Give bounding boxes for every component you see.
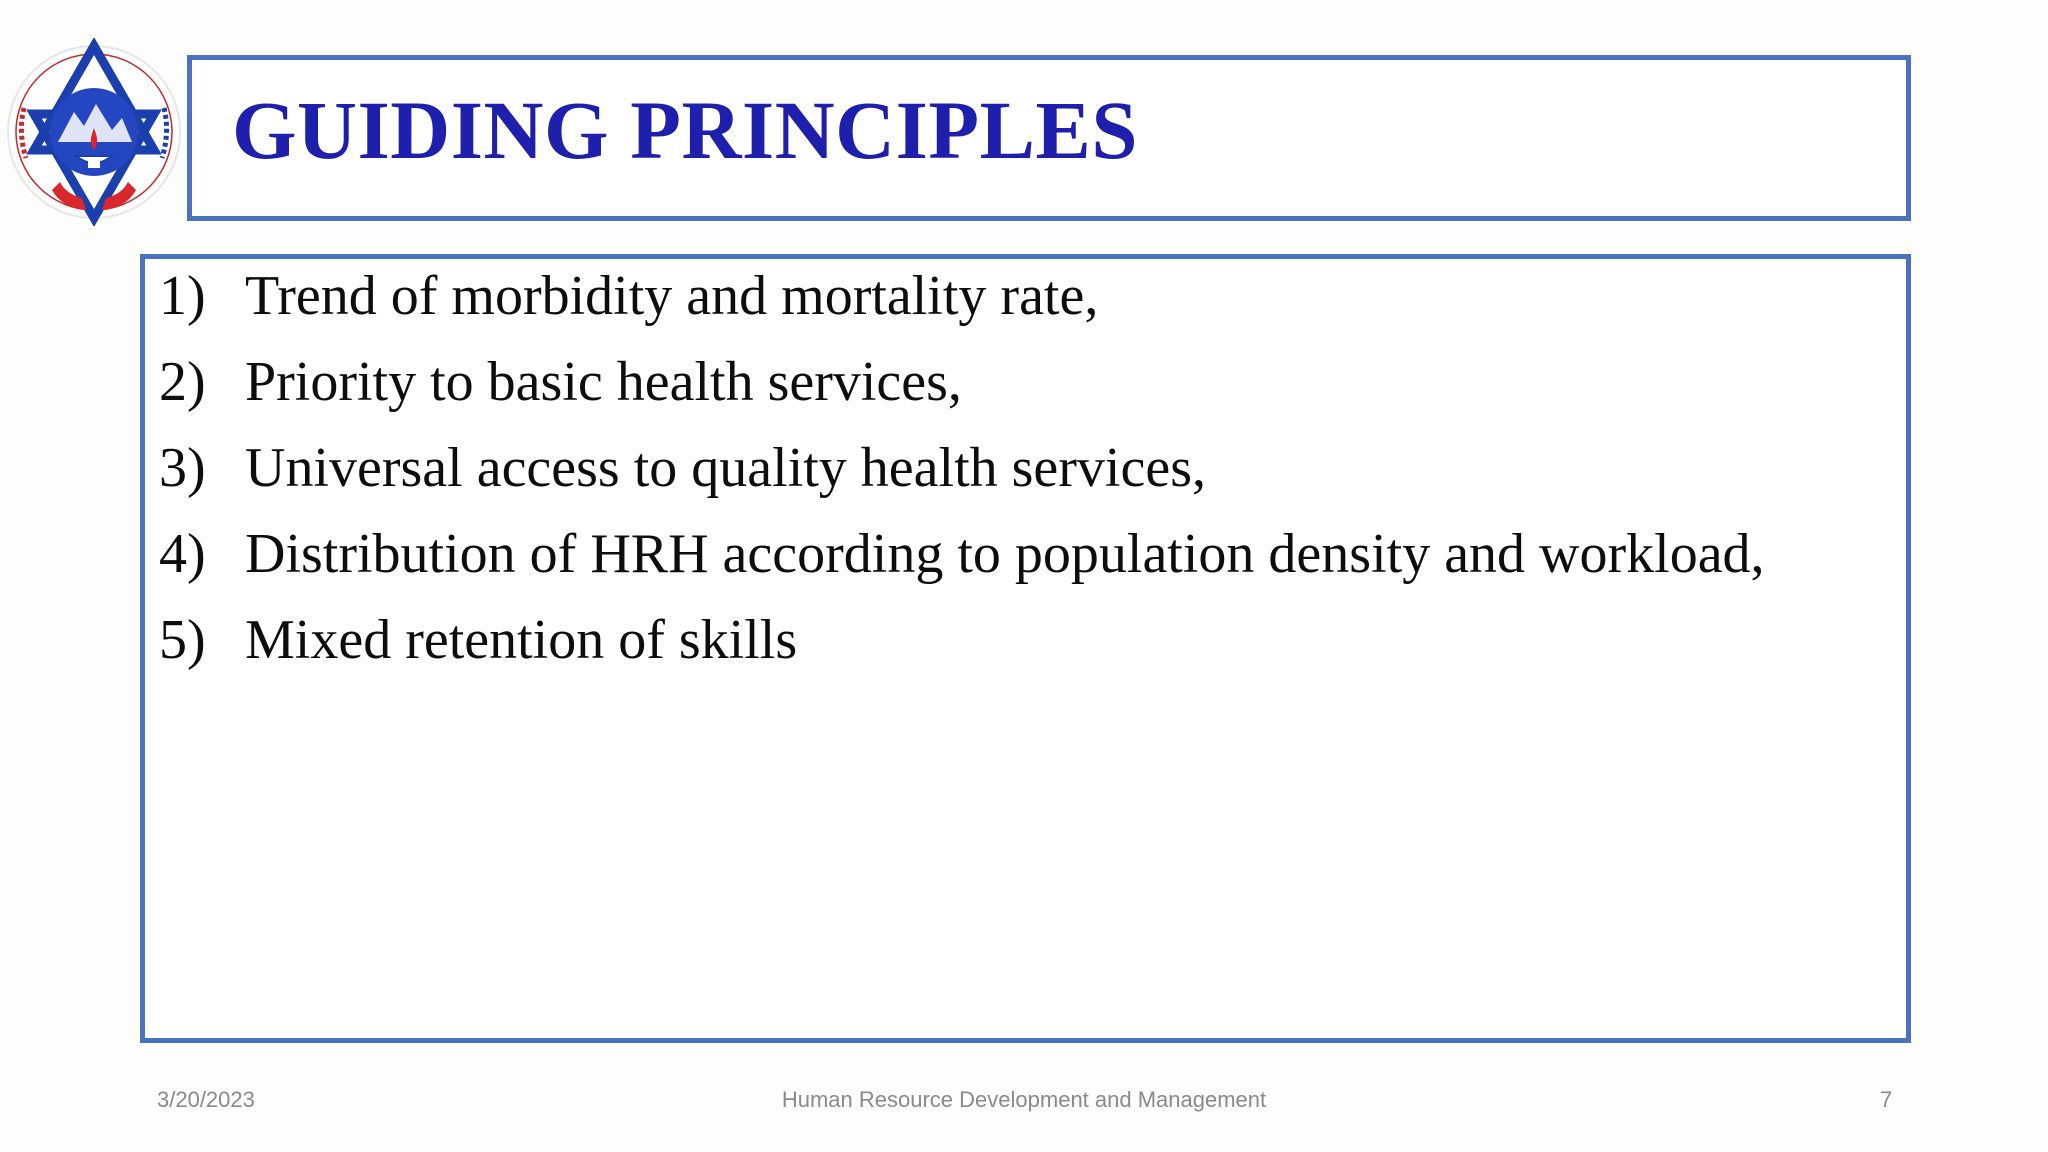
slide-title: GUIDING PRINCIPLES	[232, 84, 1138, 176]
title-box	[187, 55, 1911, 221]
list-item-text: Mixed retention of skills	[245, 609, 798, 671]
list-item-number: 1)	[159, 265, 206, 327]
list-item-number: 4)	[159, 523, 206, 585]
principles-list	[159, 265, 1765, 698]
footer-page-number: 7	[1880, 1087, 1893, 1112]
list-item-number: 2)	[159, 351, 206, 413]
list-item	[159, 609, 1765, 698]
university-logo	[4, 38, 184, 226]
footer-date: 3/20/2023	[157, 1087, 255, 1112]
footer-course-title: Human Resource Development and Management	[781, 1087, 1267, 1112]
list-item	[159, 523, 1765, 612]
list-item	[159, 437, 1765, 526]
list-item-text: Priority to basic health services,	[245, 351, 962, 413]
list-item-text: Universal access to quality health services,	[245, 437, 1206, 499]
list-item-text: Trend of morbidity and mortality rate,	[245, 265, 1099, 327]
university-seal-icon	[4, 38, 184, 226]
list-item	[159, 351, 1765, 440]
list-item-number: 3)	[159, 437, 206, 499]
content-box	[140, 254, 1911, 1043]
list-item-text: Distribution of HRH according to population density and workload,	[245, 523, 1765, 585]
list-item	[159, 265, 1765, 354]
list-item-number: 5)	[159, 609, 206, 671]
